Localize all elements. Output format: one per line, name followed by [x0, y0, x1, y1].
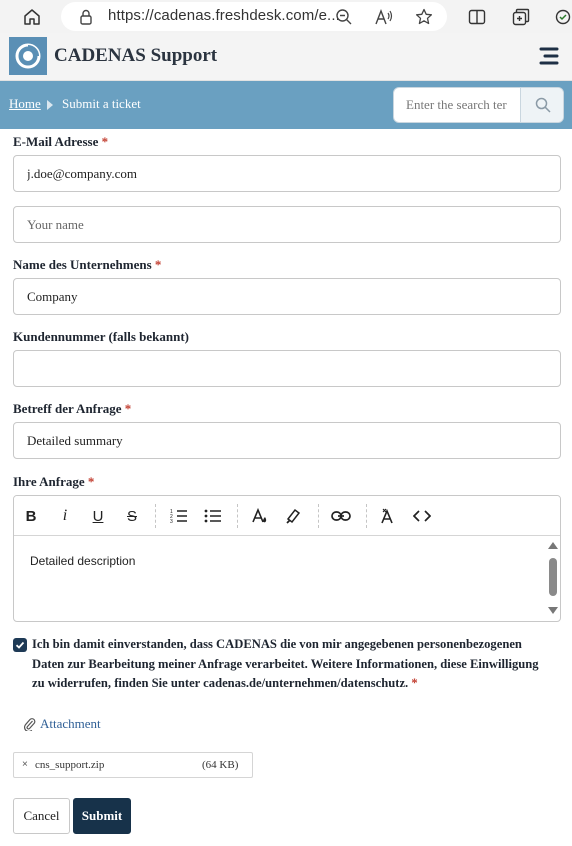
text-color-icon[interactable] [249, 505, 271, 527]
home-icon[interactable] [21, 6, 43, 28]
italic-button[interactable]: i [62, 507, 68, 524]
editor-toolbar [14, 496, 560, 536]
breadcrumb-home-link[interactable]: Home [9, 96, 41, 111]
checkmark-icon [15, 640, 25, 650]
brand-title[interactable]: CADENAS Support [54, 45, 218, 66]
message-editor-content[interactable]: Detailed description [30, 554, 136, 568]
email-label: E-Mail Adresse * [13, 134, 109, 149]
company-field[interactable] [13, 278, 561, 315]
lock-icon[interactable] [75, 6, 97, 28]
consent-text[interactable]: Ich bin damit einverstanden, dass CADENAS die von mir angegebenen personenbezogenen Daten zur Bearbeitung meiner Anfrage verarbeitet. Weitere Informationen, diese Einwilligung zu widerrufen, finden Sie unter cadenas.de/unternehmen/datenschutz. * [32, 637, 539, 690]
attached-file [13, 752, 253, 778]
cadenas-logo[interactable] [9, 37, 47, 75]
highlight-icon[interactable] [282, 505, 304, 527]
extension-icon[interactable] [553, 6, 572, 28]
search-box [393, 87, 564, 123]
editor-scrollbar[interactable] [546, 538, 560, 621]
file-size: (64 KB) [202, 759, 239, 771]
code-view-icon[interactable] [411, 505, 433, 527]
browser-toolbar [0, 0, 572, 33]
toolbar-divider [237, 504, 238, 528]
attachment-link[interactable] [24, 716, 101, 732]
collections-icon[interactable] [510, 6, 532, 28]
svg-text:3: 3 [170, 519, 173, 524]
bold-button[interactable]: B [25, 507, 37, 525]
attachment-label[interactable]: Attachment [40, 716, 101, 731]
search-button[interactable] [520, 88, 564, 122]
strikethrough-button[interactable]: S [126, 507, 137, 525]
subject-label: Betreff der Anfrage * [13, 401, 132, 416]
toolbar-divider [318, 504, 319, 528]
subject-field[interactable] [13, 422, 561, 459]
scroll-up-icon[interactable] [548, 542, 558, 549]
message-label: Ihre Anfrage * [13, 474, 95, 489]
company-label: Name des Unternehmens * [13, 257, 162, 272]
rich-text-editor [13, 495, 561, 622]
breadcrumb-current: Submit a ticket [62, 96, 141, 111]
link-icon[interactable] [330, 505, 352, 527]
remove-file-icon[interactable]: × [22, 759, 28, 770]
cancel-button[interactable]: Cancel [13, 798, 70, 834]
menu-icon[interactable] [538, 45, 560, 67]
search-icon [535, 97, 551, 113]
breadcrumb-separator-icon [47, 100, 53, 110]
svg-text:2: 2 [170, 514, 173, 520]
zoom-out-icon[interactable] [333, 6, 355, 28]
name-field[interactable] [13, 206, 561, 243]
svg-text:1: 1 [170, 509, 173, 515]
toolbar-divider [155, 504, 156, 528]
url-text[interactable]: https://cadenas.freshdesk.com/e... [108, 7, 340, 24]
file-name: cns_support.zip [35, 759, 105, 771]
scrollbar-thumb[interactable] [549, 558, 557, 596]
read-aloud-icon[interactable] [373, 6, 395, 28]
customer-number-label: Kundennummer (falls bekannt) [13, 329, 190, 344]
favorite-star-icon[interactable] [413, 6, 435, 28]
search-input[interactable] [394, 88, 520, 122]
scroll-down-icon[interactable] [548, 607, 558, 614]
email-field[interactable] [13, 155, 561, 192]
split-screen-icon[interactable] [466, 6, 488, 28]
toolbar-divider [366, 504, 367, 528]
customer-number-field[interactable] [13, 350, 561, 387]
underline-button[interactable]: U [92, 507, 104, 525]
clear-format-icon[interactable] [377, 505, 399, 527]
bullet-list-icon[interactable] [202, 505, 224, 527]
consent-checkbox[interactable] [13, 638, 27, 652]
ordered-list-icon[interactable] [168, 505, 190, 527]
app-header [0, 33, 572, 81]
paperclip-icon [24, 717, 36, 731]
submit-button[interactable]: Submit [73, 798, 131, 834]
